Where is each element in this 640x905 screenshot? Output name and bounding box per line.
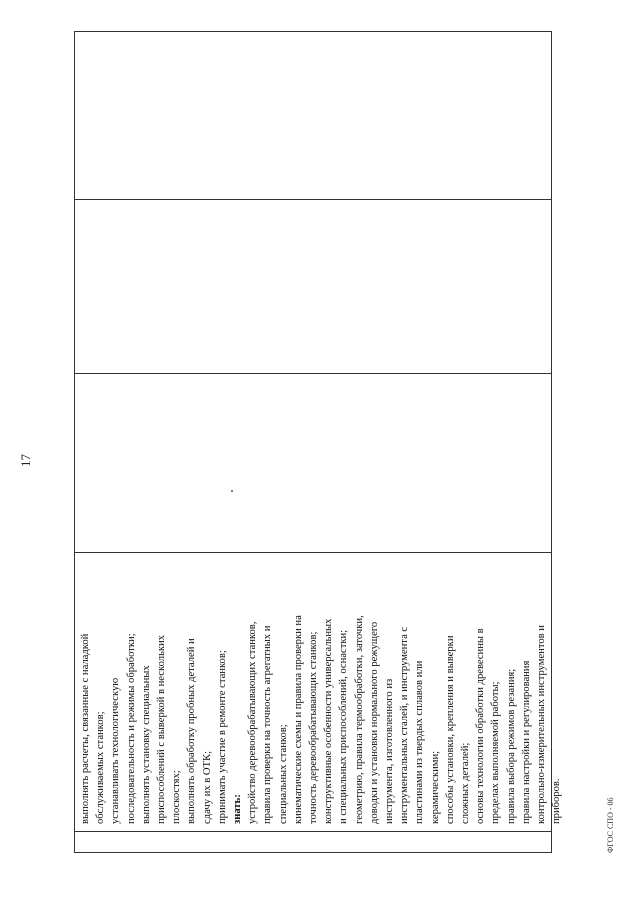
column-divider (75, 199, 551, 200)
cell-line: последовательность и режимы обработки; (125, 633, 137, 824)
cell-line: устройство деревообрабатывающих станков, (247, 621, 259, 824)
cell-line: инструмента, изготовленного из (384, 678, 396, 824)
cell-line: точность деревообрабатывающих станков; (308, 631, 320, 824)
cell-line: выполнять обработку пробных деталей и (186, 638, 198, 824)
scan-speck (231, 490, 233, 492)
cell-line: пластинами из твердых сплавов или (414, 660, 426, 824)
cell-line: керамическими; (429, 750, 441, 824)
column-divider (75, 373, 551, 374)
cell-line: приспособлений с выверкой в нескольких (156, 635, 168, 824)
cell-line: пределах выполняемой работы; (490, 681, 502, 824)
competency-table (74, 31, 563, 853)
table-cell-knowledge-skills (78, 558, 565, 824)
cell-line: конструктивные особенности универсальных (323, 618, 335, 824)
cell-line: способы установки, крепления и выверки (444, 635, 456, 824)
cell-line: сложных деталей; (460, 742, 472, 824)
footer-code: ФГОС СПО - 06 (606, 797, 615, 853)
cell-line: выполнять расчеты, связанные с наладкой (80, 633, 91, 824)
cell-line: обслуживаемых станков; (95, 711, 107, 824)
page-number: 17 (18, 454, 33, 467)
cell-line: сдачу их в ОТК; (201, 750, 213, 824)
cell-line: правила выбора режимов резания; (505, 668, 517, 824)
cell-line: инструментальных сталей, и инструмента с (399, 626, 411, 824)
cell-line: знать: (232, 794, 244, 824)
column-divider (75, 831, 551, 832)
cell-line: выполнять установку специальных (140, 665, 152, 824)
cell-line: устанавливать технологическую (110, 677, 122, 824)
cell-line: основы технологии обработки древесины в (475, 628, 487, 824)
cell-line: контрольно-измерительных инструментов и (536, 625, 548, 824)
cell-line: доводки и установки нормального режущего (368, 621, 380, 824)
cell-line: кинематические схемы и правила проверки на (292, 615, 304, 824)
cell-line: приборов. (551, 778, 563, 824)
cell-line: специальных станков; (277, 724, 289, 824)
cell-line: принимать участие в ремонте станков; (216, 650, 228, 824)
cell-line: правила проверки на точность агрегатных и (262, 625, 274, 824)
cell-line: и специальных приспособлений, оснастки; (338, 629, 350, 824)
cell-line: плоскостях; (171, 770, 183, 824)
cell-line: правила настройки и регулирования (520, 660, 532, 824)
column-divider (75, 552, 551, 553)
cell-line: геометрию, правила термообработки, заточки, (353, 615, 365, 824)
